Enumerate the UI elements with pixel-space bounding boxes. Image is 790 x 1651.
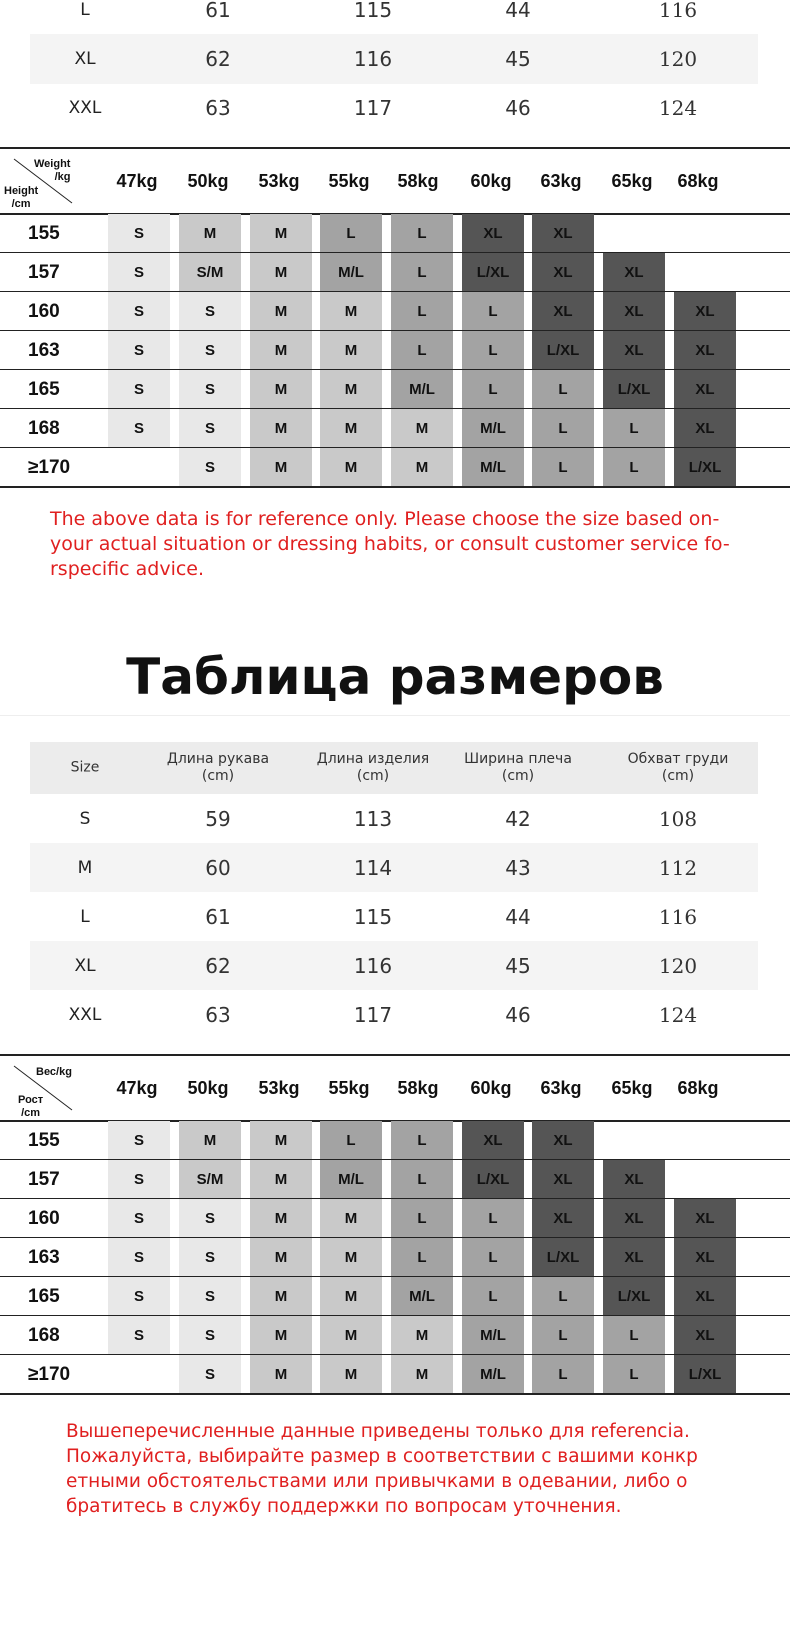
measure-row — [30, 83, 758, 133]
size-cell: L — [462, 292, 524, 330]
size-cell: S — [179, 448, 241, 486]
reference-note: The above data is for reference only. Please choose the size based on- your actual situation or dressing habits, or consult customer service fo- rspecific advice. — [50, 508, 730, 580]
measure-cell: 46 — [505, 96, 531, 120]
height-value: 155 — [28, 223, 60, 244]
size-cell: XL — [462, 1121, 524, 1159]
size-cell: L — [320, 214, 382, 252]
corner-height-label: Height /cm — [4, 185, 39, 210]
height-value: 160 — [28, 301, 60, 322]
size-cell: XL — [532, 1160, 594, 1198]
height-value: 160 — [28, 1208, 60, 1229]
size-cell: M — [250, 1121, 312, 1159]
size-cell: XL — [603, 292, 665, 330]
measure-cell: XL — [74, 49, 96, 69]
measure-cell: 61 — [205, 904, 231, 929]
size-cell: M — [250, 1277, 312, 1315]
measure-cell: 116 — [658, 0, 698, 22]
corner-weight-label: Вес/kg — [36, 1066, 72, 1078]
weight-header: 65kg — [611, 171, 653, 191]
size-cell: L/XL — [603, 370, 665, 408]
size-cell: L/XL — [603, 1277, 665, 1315]
size-cell: XL — [532, 1199, 594, 1237]
size-cell: S — [179, 370, 241, 408]
size-cell: M/L — [462, 409, 524, 447]
measure-cell: 124 — [658, 96, 698, 120]
size-cell: L — [391, 1238, 453, 1276]
measure-cell: 115 — [353, 0, 393, 22]
measure-header: Длина рукава (cm) — [166, 751, 270, 784]
measure-cell: 62 — [205, 953, 231, 978]
size-cell: XL — [603, 1199, 665, 1237]
measure-cell: 45 — [505, 953, 531, 978]
measure-cell: L — [80, 906, 90, 927]
measure-cell: L — [80, 0, 90, 20]
size-cell: M — [250, 370, 312, 408]
measure-cell: 44 — [505, 904, 531, 929]
size-cell: L — [391, 1160, 453, 1198]
reference-note-ru: Вышеперечисленные данные приведены только для referencia. Пожалуйста, выбирайте размер в соответствии с вашими конкр етными обстоятельствами или привычками в одевании, либо о братитесь в службу поддержки по вопросам уточнения. — [66, 1421, 698, 1517]
size-cell: L — [391, 253, 453, 291]
size-cell: S — [108, 214, 170, 252]
measure-cell: XXL — [68, 1004, 102, 1025]
measure-cell: 62 — [205, 47, 231, 71]
grid-corner — [0, 1054, 110, 1120]
measure-header: Длина изделия (cm) — [316, 751, 430, 784]
measure-header: Size — [70, 759, 100, 776]
size-cell: XL — [603, 1238, 665, 1276]
size-cell: M/L — [462, 448, 524, 486]
size-cell: XL — [603, 331, 665, 369]
size-cell: S — [179, 1355, 241, 1393]
measure-row — [30, 794, 758, 843]
size-cell: M — [179, 1121, 241, 1159]
measure-cell: M — [77, 857, 93, 878]
weight-header: 47kg — [116, 171, 158, 191]
size-cell: L/XL — [532, 331, 594, 369]
size-cell: M — [250, 253, 312, 291]
measure-cell: 44 — [505, 0, 531, 22]
measure-row — [30, 0, 758, 35]
size-cell: S — [108, 1160, 170, 1198]
size-cell: S — [179, 331, 241, 369]
size-cell: S — [108, 1316, 170, 1354]
size-cell: L — [603, 448, 665, 486]
size-cell: S — [179, 1199, 241, 1237]
measure-cell: 114 — [353, 855, 393, 880]
measure-cell: XL — [74, 955, 96, 976]
size-cell: M — [391, 1316, 453, 1354]
measure-cell: 113 — [353, 806, 393, 831]
size-cell: XL — [674, 1316, 736, 1354]
size-cell: L — [532, 1277, 594, 1315]
size-cell: L — [391, 214, 453, 252]
measure-header: Обхват груди (cm) — [627, 751, 729, 784]
height-value: 168 — [28, 1325, 60, 1346]
size-cell: XL — [674, 1238, 736, 1276]
height-value: 157 — [28, 1169, 60, 1190]
size-cell: L — [391, 1199, 453, 1237]
size-cell: S — [108, 370, 170, 408]
title-divider — [0, 715, 790, 716]
measure-cell: 45 — [505, 47, 531, 71]
height-value: ≥170 — [28, 1364, 71, 1385]
grid-line — [0, 1393, 790, 1395]
size-cell: M — [250, 331, 312, 369]
weight-header: 53kg — [258, 171, 300, 191]
height-value: 155 — [28, 1130, 60, 1151]
corner-diagonal — [0, 1054, 110, 1120]
size-cell: XL — [674, 292, 736, 330]
measure-cell: 116 — [353, 953, 393, 978]
size-cell: M — [250, 1199, 312, 1237]
weight-header: 60kg — [470, 1078, 512, 1098]
size-cell: M — [391, 448, 453, 486]
measure-cell: 108 — [658, 806, 698, 831]
size-cell: M/L — [462, 1316, 524, 1354]
size-cell: L — [462, 1238, 524, 1276]
size-cell: S — [108, 1121, 170, 1159]
measure-cell: 116 — [658, 904, 698, 929]
page-title: Таблица размеров — [126, 648, 664, 706]
size-cell: XL — [603, 253, 665, 291]
measure-cell: 124 — [658, 1002, 698, 1027]
size-cell: S/M — [179, 253, 241, 291]
weight-header: 68kg — [677, 1078, 719, 1098]
measure-cell: 115 — [353, 904, 393, 929]
size-cell: M/L — [391, 370, 453, 408]
size-cell: M/L — [320, 253, 382, 291]
height-value: 165 — [28, 379, 60, 400]
size-cell: M — [250, 1238, 312, 1276]
size-cell: L — [603, 1355, 665, 1393]
weight-header: 58kg — [397, 171, 439, 191]
weight-header: 55kg — [328, 171, 370, 191]
size-cell: XL — [532, 214, 594, 252]
measure-cell: 63 — [205, 1002, 231, 1027]
size-cell: M — [320, 448, 382, 486]
weight-header: 68kg — [677, 171, 719, 191]
size-cell: XL — [674, 1277, 736, 1315]
size-cell: M — [250, 409, 312, 447]
measure-cell: XXL — [68, 98, 102, 118]
size-cell: M — [391, 1355, 453, 1393]
measure-cell: 60 — [205, 855, 231, 880]
size-cell: S — [108, 1238, 170, 1276]
size-cell: L/XL — [462, 253, 524, 291]
weight-header: 50kg — [187, 171, 229, 191]
size-cell: M/L — [320, 1160, 382, 1198]
size-cell: XL — [674, 331, 736, 369]
size-cell: S/M — [179, 1160, 241, 1198]
measure-cell: 42 — [505, 806, 531, 831]
height-value: 163 — [28, 340, 60, 361]
size-cell: S — [179, 1277, 241, 1315]
size-cell: XL — [674, 1199, 736, 1237]
size-cell: L/XL — [674, 448, 736, 486]
size-cell: L — [462, 1277, 524, 1315]
weight-header: 55kg — [328, 1078, 370, 1098]
size-cell: M/L — [462, 1355, 524, 1393]
measure-header-row — [30, 742, 758, 794]
size-cell: S — [108, 292, 170, 330]
size-cell: M — [320, 292, 382, 330]
grid-corner — [0, 147, 110, 213]
size-cell: XL — [532, 253, 594, 291]
size-cell: L — [532, 1355, 594, 1393]
size-cell: L/XL — [674, 1355, 736, 1393]
size-cell: M — [320, 1238, 382, 1276]
size-cell: L — [532, 409, 594, 447]
weight-header: 53kg — [258, 1078, 300, 1098]
size-cell: S — [179, 1238, 241, 1276]
height-value: 163 — [28, 1247, 60, 1268]
measure-row — [30, 34, 758, 84]
size-cell: M — [320, 1277, 382, 1315]
size-cell: M — [250, 1355, 312, 1393]
size-cell: L — [532, 448, 594, 486]
size-cell: M — [250, 1160, 312, 1198]
height-value: 165 — [28, 1286, 60, 1307]
size-cell: S — [108, 253, 170, 291]
height-value: 157 — [28, 262, 60, 283]
size-cell: XL — [674, 409, 736, 447]
measure-row — [30, 892, 758, 941]
measure-cell: 117 — [353, 96, 393, 120]
size-cell: M/L — [391, 1277, 453, 1315]
size-cell: M — [391, 409, 453, 447]
size-cell: L — [603, 1316, 665, 1354]
size-cell: XL — [532, 292, 594, 330]
size-cell: L — [532, 1316, 594, 1354]
size-cell: S — [108, 1277, 170, 1315]
size-cell: XL — [674, 370, 736, 408]
height-value: 168 — [28, 418, 60, 439]
size-cell: L — [603, 409, 665, 447]
size-grid — [0, 147, 790, 492]
measure-cell: 120 — [658, 953, 698, 978]
size-cell: L — [391, 1121, 453, 1159]
size-cell: XL — [532, 1121, 594, 1159]
size-cell: S — [179, 1316, 241, 1354]
measure-cell: 120 — [658, 47, 698, 71]
measure-cell: 61 — [205, 0, 231, 22]
size-cell: S — [108, 331, 170, 369]
weight-header: 60kg — [470, 171, 512, 191]
measure-cell: 117 — [353, 1002, 393, 1027]
measure-cell: 43 — [505, 855, 531, 880]
measure-cell: 46 — [505, 1002, 531, 1027]
weight-header: 50kg — [187, 1078, 229, 1098]
size-cell: M — [320, 1316, 382, 1354]
size-cell: L — [391, 331, 453, 369]
grid-line — [0, 486, 790, 488]
size-cell: M — [320, 370, 382, 408]
corner-height-label: Рост /cm — [18, 1094, 44, 1119]
size-cell: L — [462, 331, 524, 369]
size-cell: L — [391, 292, 453, 330]
weight-header: 58kg — [397, 1078, 439, 1098]
size-cell: M — [320, 409, 382, 447]
size-cell: M — [250, 1316, 312, 1354]
measure-cell: 63 — [205, 96, 231, 120]
measure-row — [30, 941, 758, 990]
size-cell: L — [320, 1121, 382, 1159]
weight-header: 63kg — [540, 1078, 582, 1098]
measure-cell: 112 — [658, 855, 698, 880]
size-cell: L — [462, 370, 524, 408]
size-cell: S — [179, 409, 241, 447]
measure-cell: 116 — [353, 47, 393, 71]
measure-cell: S — [79, 808, 91, 829]
measure-header: Ширина плеча (cm) — [464, 751, 572, 784]
measure-cell: 59 — [205, 806, 231, 831]
size-cell: L/XL — [532, 1238, 594, 1276]
size-cell: L — [532, 370, 594, 408]
grid-line — [0, 1054, 790, 1056]
size-cell: M — [250, 292, 312, 330]
grid-line — [0, 147, 790, 149]
measure-row — [30, 990, 758, 1039]
weight-header: 65kg — [611, 1078, 653, 1098]
weight-header: 47kg — [116, 1078, 158, 1098]
size-cell: S — [108, 409, 170, 447]
weight-header: 63kg — [540, 171, 582, 191]
size-cell: M — [250, 448, 312, 486]
size-cell: S — [108, 1199, 170, 1237]
size-cell: M — [320, 1355, 382, 1393]
size-cell: L/XL — [462, 1160, 524, 1198]
size-cell: L — [462, 1199, 524, 1237]
measure-row — [30, 843, 758, 892]
size-cell: M — [250, 214, 312, 252]
size-cell: M — [320, 331, 382, 369]
size-cell: XL — [462, 214, 524, 252]
height-value: ≥170 — [28, 457, 71, 478]
size-cell: S — [179, 292, 241, 330]
corner-weight-label: Weight /kg — [34, 158, 71, 183]
size-cell: M — [320, 1199, 382, 1237]
size-grid — [0, 1054, 790, 1399]
size-cell: M — [179, 214, 241, 252]
size-cell: XL — [603, 1160, 665, 1198]
